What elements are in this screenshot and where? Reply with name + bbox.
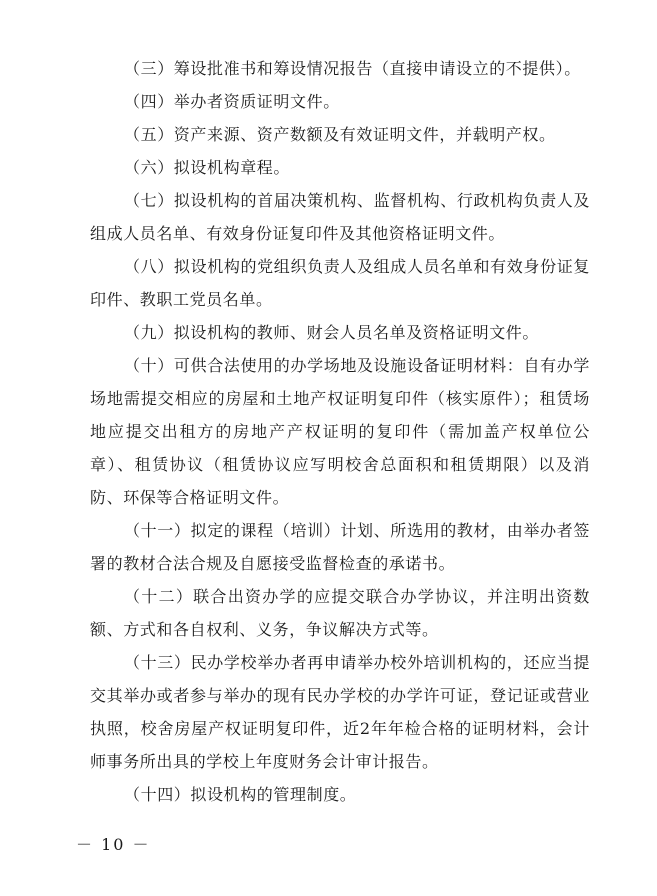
paragraph-item-8: （八）拟设机构的党组织负责人及组成人员名单和有效身份证复印件、教职工党员名单。: [90, 257, 590, 309]
paragraph-item-7: （七）拟设机构的首届决策机构、监督机构、行政机构负责人及组成人员名单、有效身份证复印件及其他资格证明文件。: [90, 191, 590, 243]
paragraph-item-12: （十二）联合出资办学的应提交联合办学协议，并注明出资数额、方式和各自权利、义务，争议解决方式等。: [90, 587, 590, 639]
paragraph-item-5: （五）资产来源、资产数额及有效证明文件，并载明产权。: [124, 125, 556, 144]
paragraph-item-6: （六）拟设机构章程。: [124, 158, 291, 177]
paragraph-item-10: （十）可供合法使用的办学场地及设施设备证明材料：自有办学场地需提交相应的房屋和土地产权证明复印件（核实原件）；租赁场地应提交出租方的房地产产权证明的复印件（需加盖产权单位公章）、租赁协议（租赁协议应写明校舍总面积和租赁期限）以及消防、环保等合格证明文件。: [90, 356, 590, 507]
paragraph-item-11: （十一）拟定的课程（培训）计划、所选用的教材，由举办者签署的教材合法合规及自愿接受监督检查的承诺书。: [90, 521, 590, 573]
paragraph-item-4: （四）举办者资质证明文件。: [124, 92, 340, 111]
paragraph-item-9: （九）拟设机构的教师、财会人员名单及资格证明文件。: [124, 323, 540, 342]
document-body: [90, 52, 590, 811]
paragraph-item-13: （十三）民办学校举办者再申请举办校外培训机构的，还应当提交其举办或者参与举办的现有民办学校的办学许可证，登记证或营业执照，校舍房屋产权证明复印件，近2年年检合格的证明材料，会计师事务所出具的学校上年度财务会计审计报告。: [90, 653, 590, 771]
paragraph-item-3: （三）筹设批准书和筹设情况报告（直接申请设立的不提供）。: [124, 59, 581, 78]
page-number: － 10 －: [76, 835, 151, 854]
paragraph-item-14: （十四）拟设机构的管理制度。: [124, 785, 357, 804]
